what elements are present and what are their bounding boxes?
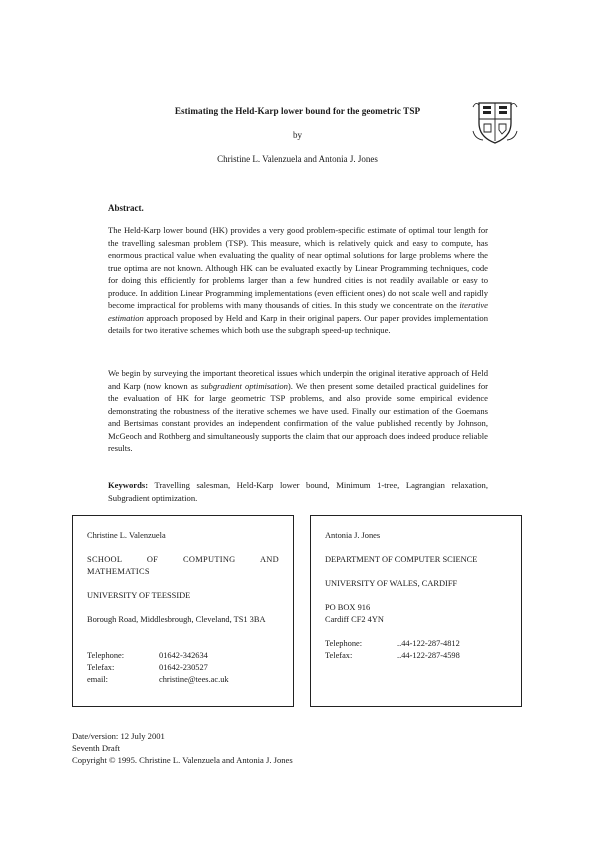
author-1-address-box <box>72 515 294 707</box>
author-1-telefax-row <box>87 662 279 674</box>
abstract-paragraph-1 <box>108 224 488 337</box>
telephone-value: 01642-342634 <box>159 651 208 660</box>
abstract-p1-emphasis: iterative estimation <box>108 300 488 323</box>
author-1-telephone-row <box>87 650 279 662</box>
author-2-city: Cardiff CF2 4YN <box>325 615 384 624</box>
by-line: by <box>293 130 302 140</box>
author-1-dept-line-1: SCHOOL OF COMPUTING AND <box>87 555 279 564</box>
draft-label: Seventh Draft <box>72 743 120 753</box>
date-version: Date/version: 12 July 2001 <box>72 731 165 741</box>
author-1-name: Christine L. Valenzuela <box>87 531 166 540</box>
keywords-label: Keywords: <box>108 480 149 490</box>
paper-title: Estimating the Held-Karp lower bound for the geometric TSP <box>174 106 421 116</box>
telefax-value: 01642-230527 <box>159 663 208 672</box>
author-2-university: UNIVERSITY OF WALES, CARDIFF <box>325 579 458 588</box>
author-1-email-row <box>87 674 279 686</box>
author-line: Christine L. Valenzuela and Antonia J. Jones <box>217 154 378 164</box>
author-1-dept-line-2: MATHEMATICS <box>87 567 150 576</box>
telephone-label: Telephone: <box>325 639 363 648</box>
abstract-p2-emphasis: subgradient optimisation <box>200 380 288 391</box>
abstract-p1-text-end: approach proposed by Held and Karp in their original papers. Our paper provides implementation details for two iterative schemes which both use the subgraph speed-up technique. <box>108 312 488 335</box>
author-2-telephone-row <box>325 638 507 650</box>
abstract-p2-text: We begin by surveying the important theoretical issues which underpin the original iterative approach of Held and Karp (now known as <box>108 368 488 391</box>
copyright: Copyright © 1995. Christine L. Valenzuela and Antonia J. Jones <box>72 755 293 765</box>
telephone-label: Telephone: <box>87 651 125 660</box>
email-label: email: <box>87 675 108 684</box>
keywords <box>108 479 488 504</box>
abstract-p1-text: The Held-Karp lower bound (HK) provides a very good problem-specific estimate of optimal tour length for the travelling salesman problem (TSP). This measure, which is relatively quick and easy to compute, has enormous practical value when evaluating the quality of near optimal solutions for large problems where the true optima are not known. Although HK can be evaluated exactly by Linear Programming techniques, code for doing this efficiently for problems larger than a few hundred cities is not readily available or easy to produce. In addition Linear Programming implementations (even efficient ones) do not scale well and rapidly become impractical for problems with many thousands of cities. In this study we concentrate on the <box>108 225 488 310</box>
abstract-p2-text-end: ). We then present some detailed practical guidelines for the evaluation of HK for large geometric TSP problems, and also provide some empirical evidence demonstrating the robustness of the iterative schemes we have used. Finally our estimation of the Goemans and Bertsimas constant provides an independent confirmation of the value published recently by Johnson, McGeoch and Rothberg and simultaneously supports the claim that our approach does indeed produce reliable results. <box>108 380 488 453</box>
keywords-text: Travelling salesman, Held-Karp lower bound, Minimum 1-tree, Lagrangian relaxation, Subgradient optimization. <box>108 480 488 503</box>
abstract-paragraph-2 <box>108 367 488 455</box>
email-value: christine@tees.ac.uk <box>159 675 229 684</box>
telefax-label: Telefax: <box>87 663 115 672</box>
author-2-name: Antonia J. Jones <box>325 531 381 540</box>
author-2-dept: DEPARTMENT OF COMPUTER SCIENCE <box>325 555 478 564</box>
telephone-value: ..44-122-287-4812 <box>397 639 460 648</box>
telefax-value: ..44-122-287-4598 <box>397 651 460 660</box>
university-crest-icon <box>471 97 519 145</box>
author-2-po-box: PO BOX 916 <box>325 603 371 612</box>
author-1-address: Borough Road, Middlesbrough, Cleveland, TS1 3BA <box>87 615 266 624</box>
telefax-label: Telefax: <box>325 651 353 660</box>
author-2-address-box <box>310 515 522 707</box>
author-2-telefax-row <box>325 650 507 662</box>
author-1-university: UNIVERSITY OF TEESSIDE <box>87 591 191 600</box>
abstract-heading: Abstract. <box>108 203 144 213</box>
